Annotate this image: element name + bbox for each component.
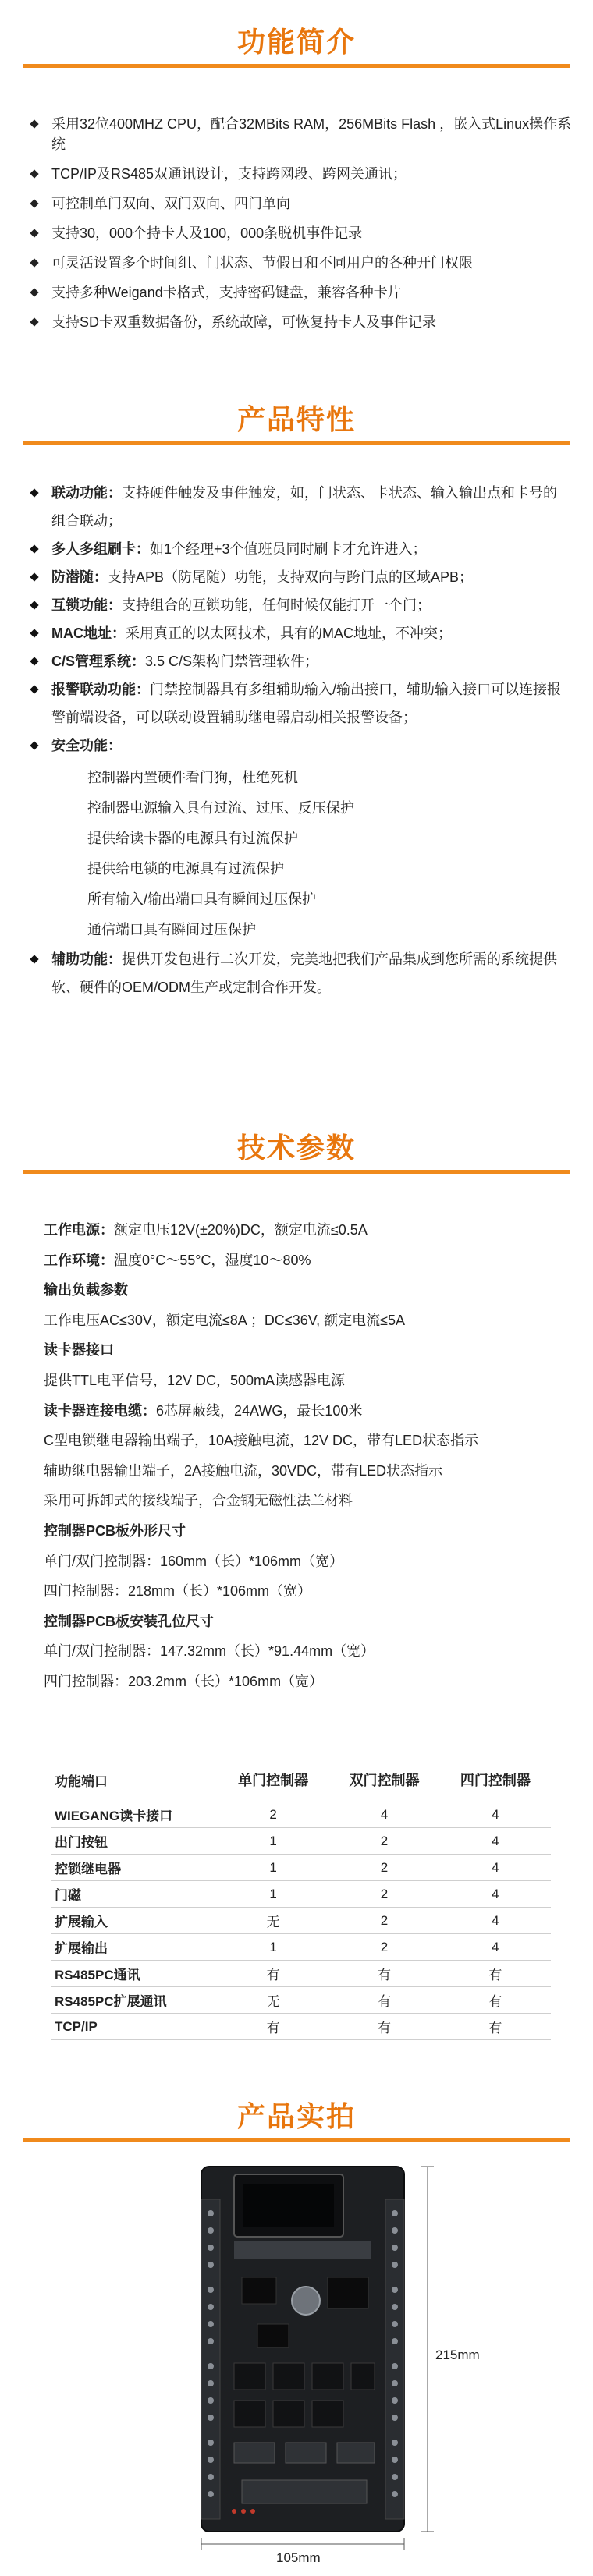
spec-value: 四门控制器：203.2mm（长）*106mm（宽）	[44, 1673, 324, 1689]
feature-item	[28, 479, 566, 535]
width-dimension-label: 105mm	[276, 2550, 321, 2565]
table-row	[51, 1934, 551, 1961]
spec-value: 工作电压AC≤30V，额定电流≤8A ；DC≤36V, 额定电流≤5A	[44, 1312, 405, 1328]
spec-line	[44, 1426, 574, 1456]
spec-line	[44, 1335, 574, 1366]
coin-battery	[292, 2287, 320, 2315]
divider	[23, 441, 570, 445]
table-cell: 1	[218, 1855, 328, 1881]
feature-item	[28, 535, 566, 563]
table-cell: 4	[328, 1802, 439, 1828]
table-row	[51, 1987, 551, 2014]
feature-key: 联动功能：	[51, 485, 122, 501]
spec-line	[44, 1275, 574, 1306]
spec-line	[44, 1607, 574, 1637]
list-item: TCP/IP及RS485双通讯设计，支持跨网段、跨网关通讯；	[28, 164, 574, 184]
spec-value: 采用可拆卸式的接线端子，合金钢无磁性法兰材料	[44, 1493, 353, 1509]
features-list	[28, 479, 566, 1001]
feature-text: 如1个经理+3个值班员同时刷卡才允许进入；	[150, 541, 427, 557]
table-cell: 4	[440, 1828, 551, 1855]
table-row	[51, 1881, 551, 1908]
table-cell: 2	[328, 1908, 439, 1934]
feature-item	[28, 591, 566, 619]
table-cell: 有	[328, 1987, 439, 2014]
spec-line	[44, 1547, 574, 1577]
table-cell: 4	[440, 1881, 551, 1908]
feature-text: 采用真正的以太网技术，具有的MAC地址，不冲突；	[126, 625, 452, 641]
list-item: 支持30，000个持卡人及100，000条脱机事件记录	[28, 223, 574, 243]
feature-item	[28, 675, 566, 732]
spec-key: 读卡器连接电缆：	[44, 1402, 156, 1419]
feature-key: 安全功能：	[51, 738, 122, 753]
spec-key: 控制器PCB板安装孔位尺寸	[44, 1613, 215, 1629]
feature-key: 防潜随：	[51, 569, 108, 585]
height-dimension-label: 215mm	[435, 2347, 480, 2362]
table-cell: 门磁	[51, 1881, 218, 1908]
spec-key: 读卡器接口	[44, 1342, 114, 1359]
table-cell: 4	[440, 1934, 551, 1961]
table-cell: TCP/IP	[51, 2014, 218, 2040]
spec-line	[44, 1456, 574, 1486]
feature-text: 提供开发包进行二次开发，完美地把我们产品集成到您所需的系统提供软、硬件的OEM/ODM生产或定制合作开发。	[51, 951, 557, 995]
table-cell: 控锁继电器	[51, 1855, 218, 1881]
spec-value: 提供TTL电平信号，12V DC，500mA读感器电源	[44, 1372, 346, 1388]
ports-table	[51, 1758, 551, 2040]
feature-key: 多人多组刷卡：	[51, 541, 150, 557]
spec-line	[44, 1486, 574, 1516]
table-cell: WIEGANG读卡接口	[51, 1802, 218, 1828]
table-cell: 有	[218, 1961, 328, 1987]
table-cell: 1	[218, 1881, 328, 1908]
table-header-row	[51, 1758, 551, 1802]
table-cell: 2	[328, 1881, 439, 1908]
table-cell: 1	[218, 1934, 328, 1961]
spec-line	[44, 1636, 574, 1667]
feature-text: 支持APB（防尾随）功能，支持双向与跨门点的区域APB；	[108, 569, 474, 585]
feature-key: 互锁功能：	[51, 597, 122, 613]
spec-key: 工作环境：	[44, 1252, 114, 1268]
security-item: 控制器电源输入具有过流、过压、反压保护	[87, 800, 354, 816]
feature-text: 支持硬件触发及事件触发，如，门状态、卡状态、输入输出点和卡号的组合联动；	[51, 485, 557, 529]
spec-key: 控制器PCB板外形尺寸	[44, 1522, 186, 1539]
spec-line	[44, 1215, 574, 1245]
spec-value: C型电锁继电器输出端子，10A接触电流，12V DC，带有LED状态指示	[44, 1433, 479, 1449]
list-item: 可灵活设置多个时间组、门状态、节假日和不同用户的各种开门权限	[28, 253, 574, 273]
spec-value: 额定电压12V(±20%)DC，额定电流≤0.5A	[114, 1222, 368, 1238]
table-cell: 2	[328, 1855, 439, 1881]
security-item: 所有输入/输出端口具有瞬间过压保护	[87, 891, 316, 907]
spec-line	[44, 1396, 574, 1426]
table-cell: 2	[328, 1934, 439, 1961]
security-item: 提供给读卡器的电源具有过流保护	[87, 831, 298, 846]
table-cell: 扩展输出	[51, 1934, 218, 1961]
spec-line	[44, 1516, 574, 1547]
list-item: 支持SD卡双重数据备份，系统故障，可恢复持卡人及事件记录	[28, 312, 574, 332]
section-title-photo: 产品实拍	[236, 2100, 356, 2132]
feature-text: 支持组合的互锁功能，任何时候仅能打开一个门；	[122, 597, 431, 613]
feature-text: 3.5 C/S架构门禁管理软件；	[145, 654, 319, 669]
security-item: 提供给电锁的电源具有过流保护	[87, 861, 284, 877]
table-cell: 2	[328, 1828, 439, 1855]
security-item: 通信端口具有瞬间过压保护	[87, 922, 256, 937]
security-list	[51, 763, 566, 945]
table-row	[51, 1802, 551, 1828]
divider	[23, 2138, 570, 2142]
feature-item	[28, 647, 566, 675]
feature-key: C/S管理系统：	[51, 654, 146, 669]
section-title-overview: 功能简介	[236, 26, 356, 58]
chip	[328, 2277, 368, 2308]
spec-params	[44, 1215, 574, 1697]
spec-value: 四门控制器：218mm（长）*106mm（宽）	[44, 1583, 312, 1600]
table-cell: 有	[440, 1987, 551, 2014]
feature-item	[28, 619, 566, 647]
table-cell: 出门按钮	[51, 1828, 218, 1855]
label-strip	[234, 2241, 371, 2259]
table-header: 功能端口	[55, 1773, 108, 1789]
section-title-specs: 技术参数	[236, 1132, 356, 1164]
section-title-features: 产品特性	[236, 403, 356, 435]
table-cell: 4	[440, 1908, 551, 1934]
chip	[242, 2277, 276, 2304]
controller-board-illustration	[0, 2153, 593, 2558]
leds	[232, 2509, 255, 2514]
feature-text: 门禁控制器具有多组辅助输入/输出接口，辅助输入接口可以连接报警前端设备，可以联动设置辅助继电器启动相关报警设备；	[51, 682, 561, 725]
table-cell: 4	[440, 1802, 551, 1828]
feature-item	[28, 945, 566, 1001]
spec-line	[44, 1306, 574, 1336]
table-cell: 无	[218, 1987, 328, 2014]
spec-value: 单门/双门控制器：147.32mm（长）*91.44mm（宽）	[44, 1643, 375, 1660]
security-item: 控制器内置硬件看门狗，杜绝死机	[87, 770, 298, 785]
table-cell: 扩展输入	[51, 1908, 218, 1934]
table-cell: 有	[440, 1961, 551, 1987]
overview-list	[28, 114, 574, 342]
list-item: 支持多种Weigand卡格式，支持密码键盘，兼容各种卡片	[28, 282, 574, 303]
spec-value: 辅助继电器输出端子，2A接触电流，30VDC，带有LED状态指示	[44, 1462, 443, 1479]
table-cell: 无	[218, 1908, 328, 1934]
spec-value: 6芯屏蔽线，24AWG，最长100米	[156, 1402, 363, 1419]
table-cell: 有	[440, 2014, 551, 2040]
table-cell: 4	[440, 1855, 551, 1881]
table-row	[51, 1908, 551, 1934]
table-cell: RS485PC通讯	[51, 1961, 218, 1987]
table-header: 单门控制器	[238, 1773, 309, 1788]
list-item: 采用32位400MHZ CPU，配合32MBits RAM，256MBits Flash ，嵌入式Linux操作系统	[28, 114, 574, 154]
list-item: 可控制单门双向、双门双向、四门单向	[28, 193, 574, 214]
divider	[23, 1170, 570, 1174]
table-cell: 有	[218, 2014, 328, 2040]
spec-line	[44, 1576, 574, 1607]
spec-key: 工作电源：	[44, 1222, 114, 1238]
table-cell: 2	[218, 1802, 328, 1828]
table-row	[51, 1855, 551, 1881]
divider	[23, 64, 570, 68]
chip	[257, 2324, 289, 2347]
spec-value: 温度0°C～55°C，湿度10～80%	[114, 1252, 311, 1268]
table-row	[51, 1961, 551, 1987]
spec-key: 输出负载参数	[44, 1282, 128, 1299]
feature-key: MAC地址：	[51, 625, 126, 641]
feature-item	[28, 732, 566, 945]
spec-line	[44, 1366, 574, 1396]
spec-line	[44, 1667, 574, 1697]
table-cell: RS485PC扩展通讯	[51, 1987, 218, 2014]
table-cell: 1	[218, 1828, 328, 1855]
feature-key: 辅助功能：	[51, 951, 122, 967]
table-cell: 有	[328, 1961, 439, 1987]
spec-line	[44, 1245, 574, 1276]
table-header: 四门控制器	[460, 1773, 531, 1788]
spec-value: 单门/双门控制器：160mm（长）*106mm（宽）	[44, 1553, 344, 1569]
table-row	[51, 2014, 551, 2040]
table-header: 双门控制器	[349, 1773, 420, 1788]
table-row	[51, 1828, 551, 1855]
feature-key: 报警联动功能：	[51, 682, 150, 697]
feature-item	[28, 563, 566, 591]
table-cell: 有	[328, 2014, 439, 2040]
